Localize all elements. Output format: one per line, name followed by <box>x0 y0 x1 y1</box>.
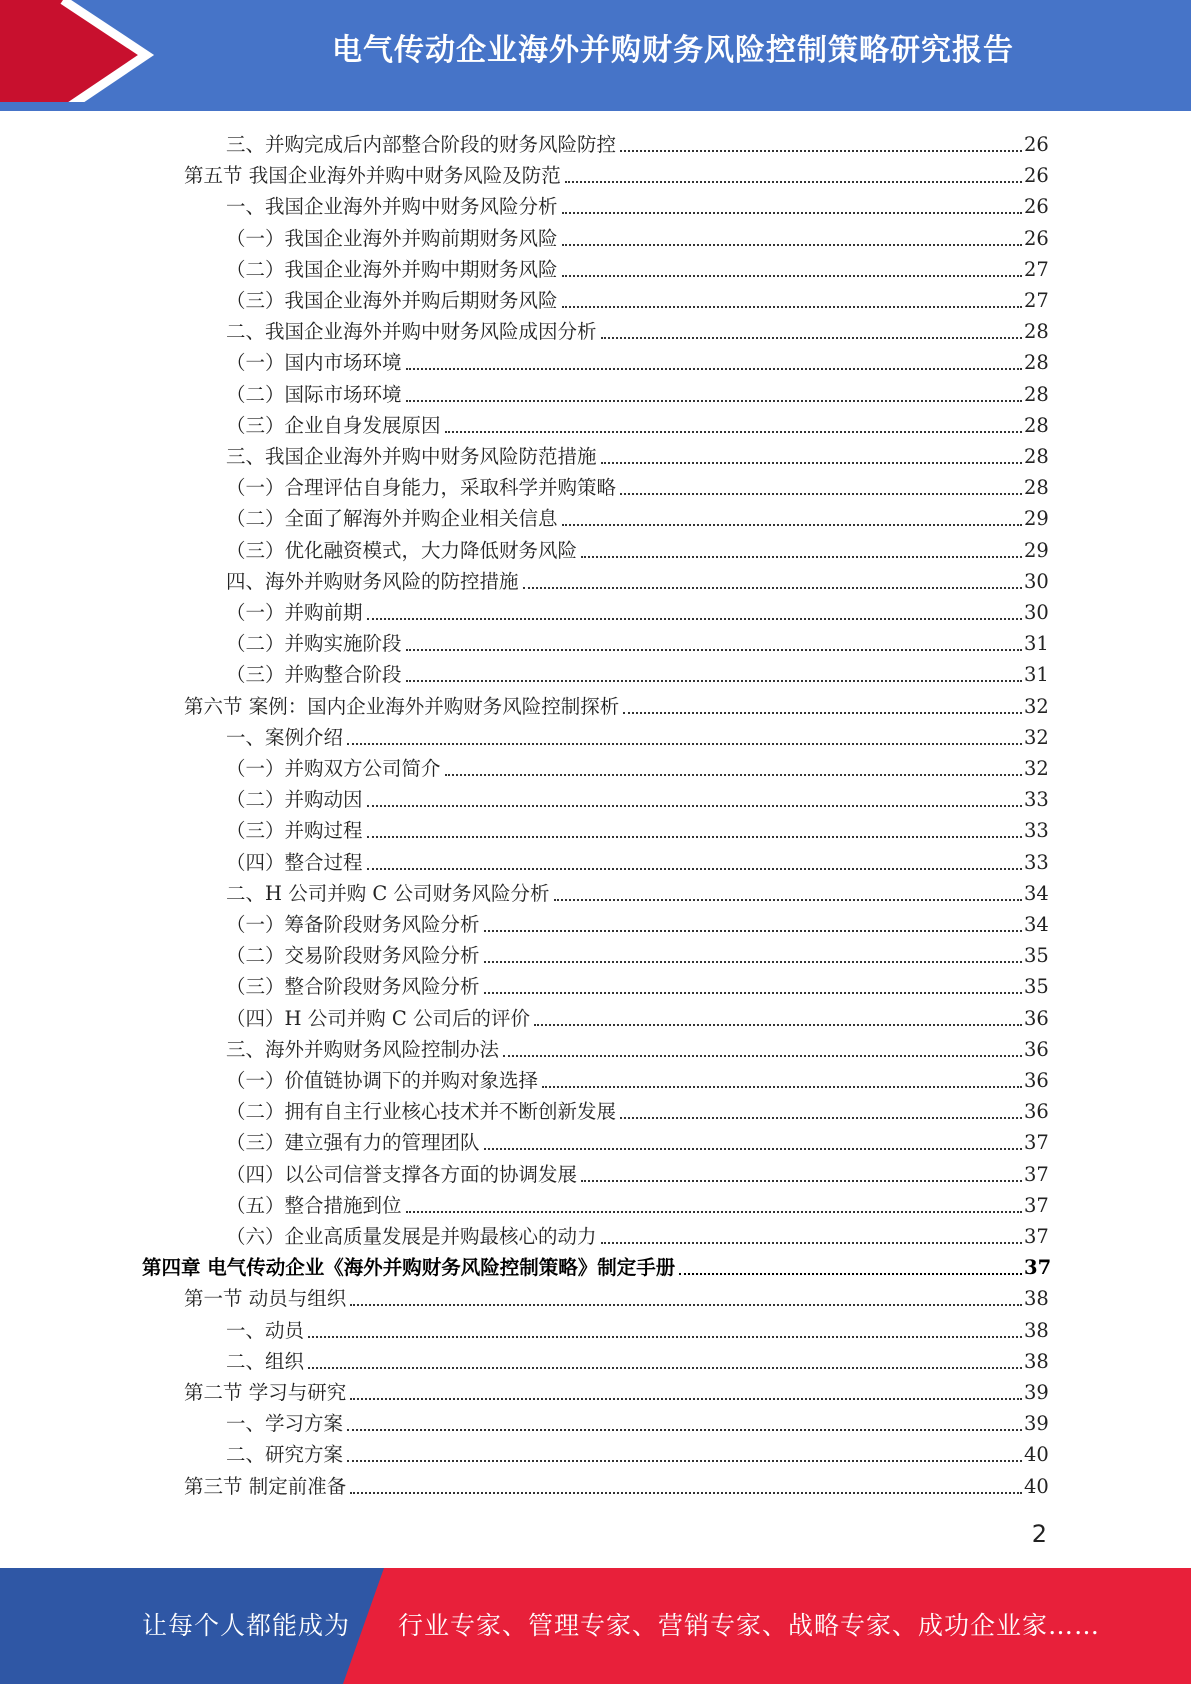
toc-entry[interactable] <box>226 1063 1048 1094</box>
toc-entry[interactable] <box>226 626 1048 657</box>
toc-dot-leader <box>620 493 1022 495</box>
toc-entry-label: 二、H 公司并购 C 公司财务风险分析 <box>226 881 550 905</box>
toc-entry-page: 32 <box>1024 757 1049 780</box>
toc-entry[interactable] <box>226 751 1048 782</box>
toc-entry[interactable] <box>226 470 1048 501</box>
toc-entry-page: 37 <box>1024 1131 1049 1155</box>
toc-entry[interactable] <box>226 1188 1048 1219</box>
toc-dot-leader <box>601 1242 1022 1244</box>
toc-entry-label: （一）我国企业海外并购前期财务风险 <box>226 226 558 250</box>
toc-entry-page: 39 <box>1024 1412 1049 1436</box>
toc-entry[interactable] <box>226 1344 1048 1375</box>
toc-entry[interactable] <box>226 564 1048 595</box>
toc-dot-leader <box>367 836 1022 838</box>
toc-entry-page: 38 <box>1024 1349 1049 1373</box>
toc-entry-page: 38 <box>1024 1287 1049 1311</box>
toc-entry[interactable] <box>226 1437 1048 1468</box>
toc-entry[interactable] <box>184 158 1048 189</box>
toc-entry-label: 一、学习方案 <box>226 1412 344 1436</box>
toc-entry-label: （三）优化融资模式，大力降低财务风险 <box>226 538 578 562</box>
toc-dot-leader <box>445 431 1022 433</box>
toc-entry[interactable] <box>226 1001 1048 1032</box>
toc-dot-leader <box>523 587 1022 589</box>
toc-entry[interactable] <box>226 501 1048 532</box>
toc-dot-leader <box>406 1211 1022 1213</box>
toc-dot-leader <box>581 1180 1022 1182</box>
toc-dot-leader <box>562 244 1022 246</box>
toc-dot-leader <box>406 368 1022 370</box>
toc-entry-page: 26 <box>1024 195 1049 219</box>
toc-entry[interactable] <box>226 969 1048 1000</box>
toc-entry[interactable] <box>226 813 1048 844</box>
toc-entry-page: 32 <box>1024 725 1049 749</box>
toc-entry[interactable] <box>226 377 1048 408</box>
toc-entry[interactable] <box>226 127 1048 158</box>
toc-entry[interactable] <box>226 252 1048 283</box>
toc-entry-label: 一、案例介绍 <box>226 725 344 749</box>
toc-dot-leader <box>620 150 1022 152</box>
toc-entry-label: （一）并购前期 <box>226 601 363 624</box>
toc-dot-leader <box>562 212 1022 214</box>
toc-entry-page: 31 <box>1024 632 1049 656</box>
toc-entry-page: 37 <box>1024 1162 1049 1186</box>
toc-entry-page: 40 <box>1024 1474 1049 1498</box>
page-number: 2 <box>1031 1520 1047 1548</box>
toc-entry-label: （三）并购整合阶段 <box>226 663 402 687</box>
toc-entry-label: （四）H 公司并购 C 公司后的评价 <box>226 1006 531 1030</box>
toc-entry-label: （二）拥有自主行业核心技术并不断创新发展 <box>226 1100 617 1124</box>
document-title: 电气传动企业海外并购财务风险控制策略研究报告 <box>332 33 1014 68</box>
toc-entry-page: 30 <box>1024 601 1049 624</box>
toc-entry[interactable] <box>226 782 1048 813</box>
toc-dot-leader <box>350 1398 1022 1400</box>
toc-entry[interactable] <box>226 189 1048 220</box>
toc-entry[interactable] <box>226 221 1048 252</box>
toc-dot-leader <box>565 181 1022 183</box>
toc-entry-label: （二）交易阶段财务风险分析 <box>226 944 480 968</box>
toc-entry[interactable] <box>142 1250 1052 1281</box>
toc-dot-leader <box>562 306 1022 308</box>
toc-entry[interactable] <box>226 1125 1048 1156</box>
toc-dot-leader <box>562 524 1022 526</box>
toc-entry-page: 27 <box>1024 257 1049 281</box>
toc-entry[interactable] <box>226 907 1048 938</box>
toc-entry[interactable] <box>226 1157 1048 1188</box>
toc-entry-page: 38 <box>1024 1318 1049 1342</box>
toc-dot-leader <box>623 712 1022 714</box>
toc-entry[interactable] <box>226 876 1048 907</box>
toc-entry-label: （五）整合措施到位 <box>226 1193 402 1217</box>
toc-entry-label: 第一节 动员与组织 <box>184 1287 347 1311</box>
toc-entry-label: （四）整合过程 <box>226 850 363 874</box>
toc-entry-label: 二、研究方案 <box>226 1443 344 1467</box>
toc-entry-page: 35 <box>1024 944 1049 968</box>
toc-entry-label: 第四章 电气传动企业《海外并购财务风险控制策略》制定手册 <box>142 1256 676 1280</box>
footer-slogan-right: 行业专家、管理专家、营销专家、战略专家、成功企业家…… <box>398 1611 1101 1640</box>
toc-entry-page: 29 <box>1024 538 1049 562</box>
footer-slogan-left: 让每个人都能成为 <box>142 1611 351 1640</box>
toc-entry-label: （三）整合阶段财务风险分析 <box>226 975 480 999</box>
toc-entry-page: 28 <box>1024 413 1049 437</box>
toc-dot-leader <box>350 1492 1022 1494</box>
toc-entry-page: 28 <box>1024 382 1049 406</box>
toc-entry[interactable] <box>226 439 1048 470</box>
toc-entry-page: 33 <box>1024 819 1049 843</box>
toc-dot-leader <box>679 1273 1022 1275</box>
toc-dot-leader <box>406 400 1022 402</box>
toc-entry-page: 36 <box>1024 1069 1049 1092</box>
toc-dot-leader <box>601 337 1022 339</box>
toc-entry-label: 第三节 制定前准备 <box>184 1474 347 1498</box>
toc-entry-page: 27 <box>1024 289 1049 312</box>
toc-dot-leader <box>484 992 1022 994</box>
toc-dot-leader <box>534 1024 1022 1026</box>
toc-entry[interactable] <box>226 595 1048 626</box>
toc-entry-page: 28 <box>1024 351 1049 375</box>
toc-dot-leader <box>308 1367 1022 1369</box>
toc-dot-leader <box>347 743 1022 745</box>
toc-entry-label: （二）全面了解海外并购企业相关信息 <box>226 507 558 531</box>
toc-entry-label: （三）企业自身发展原因 <box>226 413 441 437</box>
toc-dot-leader <box>484 930 1022 932</box>
toc-dot-leader <box>347 1460 1022 1462</box>
toc-entry-page: 28 <box>1024 320 1049 344</box>
toc-entry-label: 第六节 案例：国内企业海外并购财务风险控制探析 <box>184 694 620 718</box>
toc-entry-page: 30 <box>1024 569 1049 593</box>
toc-entry-page: 35 <box>1024 975 1049 999</box>
toc-dot-leader <box>503 1055 1022 1057</box>
toc-dot-leader <box>350 1304 1022 1306</box>
toc-dot-leader <box>406 649 1022 651</box>
toc-dot-leader <box>554 899 1022 901</box>
toc-entry-label: （四）以公司信誉支撑各方面的协调发展 <box>226 1162 578 1186</box>
toc-entry-label: 第五节 我国企业海外并购中财务风险及防范 <box>184 164 561 188</box>
toc-entry-page: 33 <box>1024 788 1049 812</box>
toc-dot-leader <box>445 774 1022 776</box>
toc-entry-page: 36 <box>1024 1100 1049 1124</box>
toc-entry-label: （三）建立强有力的管理团队 <box>226 1131 480 1155</box>
toc-entry-page: 28 <box>1024 445 1049 468</box>
toc-entry[interactable] <box>226 845 1048 876</box>
toc-entry-label: （二）我国企业海外并购中期财务风险 <box>226 257 558 281</box>
toc-dot-leader <box>484 961 1022 963</box>
toc-entry-page: 32 <box>1024 694 1049 718</box>
toc-dot-leader <box>367 805 1022 807</box>
toc-entry-page: 34 <box>1024 881 1049 905</box>
toc-entry-page: 36 <box>1024 1006 1049 1030</box>
toc-entry-page: 29 <box>1024 507 1049 531</box>
toc-dot-leader <box>484 1148 1022 1150</box>
toc-entry[interactable] <box>226 533 1048 564</box>
toc-entry[interactable] <box>226 1219 1048 1250</box>
toc-entry[interactable] <box>226 938 1048 969</box>
toc-entry-label: （二）国际市场环境 <box>226 382 402 406</box>
toc-entry-page: 34 <box>1024 913 1049 936</box>
toc-entry-label: 三、我国企业海外并购中财务风险防范措施 <box>226 445 597 468</box>
toc-dot-leader <box>601 462 1022 464</box>
page-footer <box>0 1568 1191 1684</box>
toc-entry-label: （二）并购动因 <box>226 788 363 812</box>
toc-entry-label: 二、组织 <box>226 1349 305 1373</box>
toc-entry-label: （一）合理评估自身能力，采取科学并购策略 <box>226 476 617 500</box>
toc-dot-leader <box>308 1336 1022 1338</box>
toc-entry-page: 40 <box>1024 1443 1049 1467</box>
toc-entry[interactable] <box>226 314 1048 345</box>
toc-entry-label: （一）价值链协调下的并购对象选择 <box>226 1069 539 1092</box>
toc-entry-page: 28 <box>1024 476 1049 500</box>
toc-entry-page: 33 <box>1024 850 1049 874</box>
toc-entry[interactable] <box>226 345 1048 376</box>
toc-dot-leader <box>406 680 1022 682</box>
toc-entry-page: 36 <box>1024 1037 1049 1061</box>
toc-entry[interactable] <box>226 1406 1048 1437</box>
toc-entry-label: 二、我国企业海外并购中财务风险成因分析 <box>226 320 597 344</box>
toc-entry-label: 四、海外并购财务风险的防控措施 <box>226 569 519 593</box>
toc-entry-label: （一）并购双方公司简介 <box>226 757 441 780</box>
toc-dot-leader <box>347 1429 1022 1431</box>
toc-entry[interactable] <box>226 657 1048 688</box>
toc-entry-label: 第二节 学习与研究 <box>184 1381 347 1404</box>
toc-entry-label: 一、动员 <box>226 1318 305 1342</box>
toc-entry-page: 37 <box>1024 1256 1052 1280</box>
toc-entry-page: 26 <box>1024 164 1049 188</box>
toc-entry[interactable] <box>184 1281 1048 1312</box>
toc-entry[interactable] <box>184 1469 1048 1500</box>
toc-entry-page: 31 <box>1024 663 1049 687</box>
toc-entry[interactable] <box>226 1094 1048 1125</box>
toc-entry-page: 37 <box>1024 1225 1049 1248</box>
toc-entry-label: （一）筹备阶段财务风险分析 <box>226 913 480 936</box>
toc-dot-leader <box>562 275 1022 277</box>
page-header <box>0 0 1191 111</box>
toc-entry-page: 26 <box>1024 226 1049 250</box>
toc-entry-page: 39 <box>1024 1381 1049 1404</box>
toc-entry-page: 37 <box>1024 1193 1049 1217</box>
toc-entry-label: 一、我国企业海外并购中财务风险分析 <box>226 195 558 219</box>
toc-dot-leader <box>367 868 1022 870</box>
toc-entry[interactable] <box>226 283 1048 314</box>
toc-entry[interactable] <box>226 1313 1048 1344</box>
toc-entry[interactable] <box>184 1375 1048 1406</box>
toc-dot-leader <box>542 1086 1022 1088</box>
toc-entry-label: （三）我国企业海外并购后期财务风险 <box>226 289 558 312</box>
toc-entry[interactable] <box>226 720 1048 751</box>
toc-entry-label: （二）并购实施阶段 <box>226 632 402 656</box>
toc-entry[interactable] <box>184 689 1048 720</box>
toc-entry-label: （三）并购过程 <box>226 819 363 843</box>
toc-entry-label: 三、并购完成后内部整合阶段的财务风险防控 <box>226 133 617 156</box>
toc-dot-leader <box>581 556 1022 558</box>
toc-entry[interactable] <box>226 1032 1048 1063</box>
toc-entry[interactable] <box>226 408 1048 439</box>
toc-entry-page: 26 <box>1024 133 1049 156</box>
toc-entry-label: 三、海外并购财务风险控制办法 <box>226 1037 500 1061</box>
toc-entry-label: （一）国内市场环境 <box>226 351 402 375</box>
toc-entry-label: （六）企业高质量发展是并购最核心的动力 <box>226 1225 597 1248</box>
toc-dot-leader <box>367 618 1022 620</box>
toc-dot-leader <box>620 1117 1022 1119</box>
